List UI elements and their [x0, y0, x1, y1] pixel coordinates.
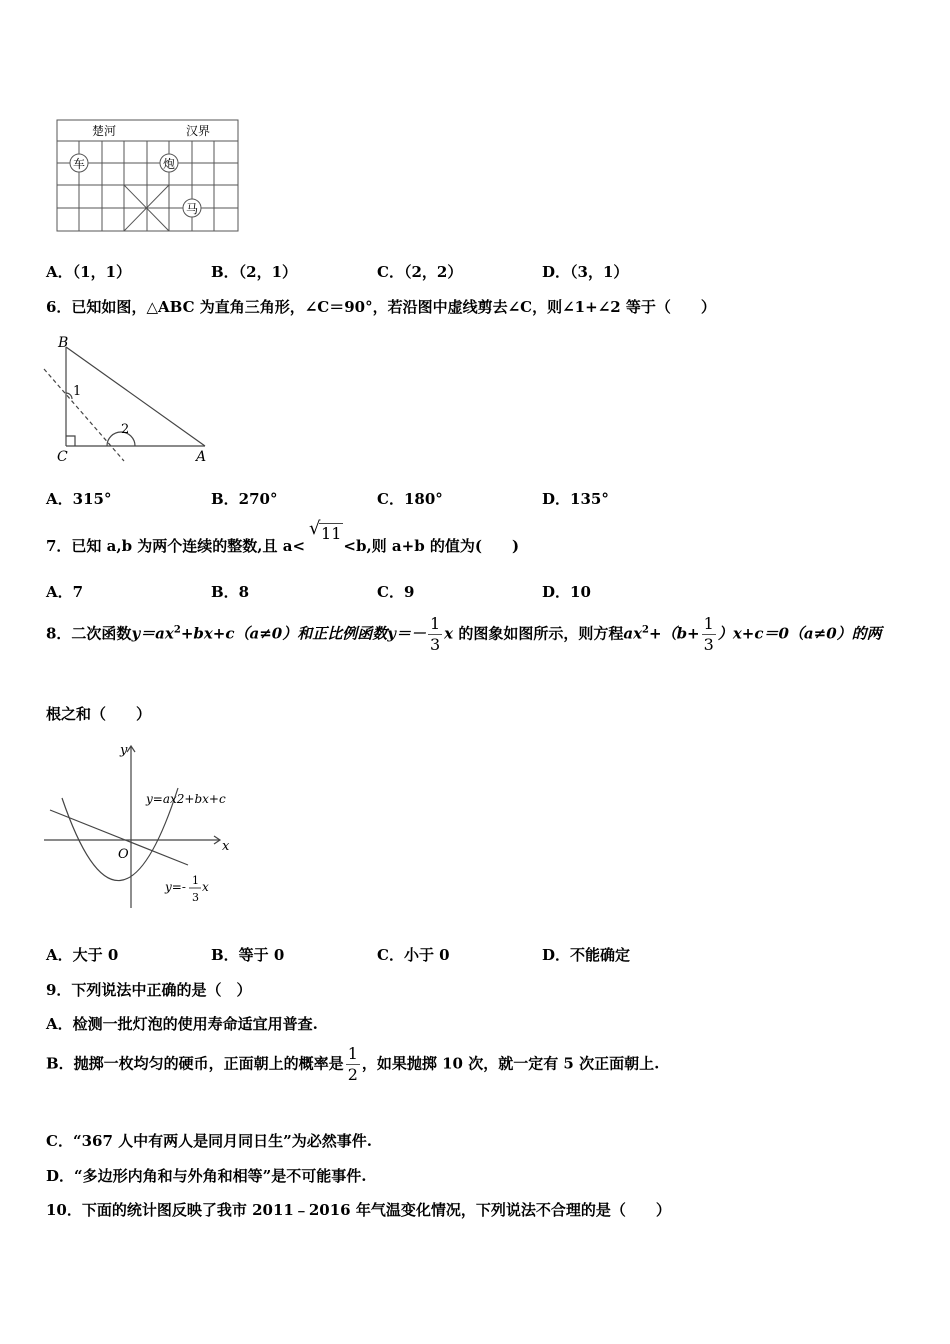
q6-option-b[interactable]: B．270°	[211, 490, 278, 508]
q7-text	[46, 518, 520, 556]
q8-part-9: 2	[642, 624, 649, 636]
q9-option-b-after: ，如果抛掷 10 次，就一定有 5 次正面朝上.	[361, 1054, 660, 1073]
q8-part-2: y＝ax	[131, 624, 174, 643]
q7-option-b[interactable]: B．8	[211, 583, 250, 601]
chess-board-figure	[56, 119, 240, 233]
q6-label-c: C	[57, 449, 68, 465]
chess-header-left: 楚河	[92, 124, 117, 138]
q8-part-7: 的图象如图所示，则方程	[458, 624, 624, 643]
q8-frac-den-1: 3	[429, 635, 441, 654]
q7-option-d[interactable]: D．10	[542, 583, 591, 601]
q9-frac-den: 2	[347, 1065, 358, 1084]
q6-label-b: B	[58, 335, 69, 351]
q9-option-d[interactable]: D．“多边形内角和与外角和相等”是不可能事件.	[46, 1167, 367, 1185]
q8-text-line-2: 根之和（ ）	[46, 705, 152, 723]
q8-part-11: ）x+c＝0（a≠0）的两	[717, 624, 882, 643]
q8-part-1: 8．二次函数	[46, 624, 132, 643]
q8-line-label-suffix: x	[202, 880, 209, 894]
q8-fraction-1	[428, 616, 442, 653]
q9-option-b-before: B．抛掷一枚均匀的硬币，正面朝上的概率是	[46, 1054, 344, 1073]
q9-option-b[interactable]	[46, 1046, 659, 1083]
q8-axis-y-label: y	[120, 743, 128, 758]
q5-option-b[interactable]: B．（2，1）	[211, 263, 298, 281]
q6-option-a[interactable]: A．315°	[46, 490, 112, 508]
q9-option-c[interactable]: C．“367 人中有两人是同月同日生”为必然事件.	[46, 1132, 372, 1150]
q8-option-a[interactable]: A．大于 0	[46, 946, 119, 964]
q7-sqrt	[309, 518, 343, 543]
q8-line-label-den: 3	[192, 891, 199, 904]
q7-option-c[interactable]: C．9	[377, 583, 415, 601]
q7-text-after: <b,则 a+b 的值为( )	[343, 537, 520, 555]
chess-piece-che: 车	[73, 157, 86, 171]
q6-label-a: A	[196, 449, 207, 465]
q6-label-2: 2	[121, 422, 130, 437]
q8-frac-den-2: 3	[703, 635, 714, 654]
q8-frac-num-1: 1	[429, 614, 441, 633]
q8-part-3: 2	[173, 624, 181, 636]
q8-fraction-2	[702, 616, 716, 653]
q8-part-6: x	[444, 624, 454, 643]
q8-part-8: ax	[623, 624, 643, 643]
q6-option-c[interactable]: C．180°	[377, 490, 443, 508]
q9-option-a[interactable]: A．检测一批灯泡的使用寿命适宜用普查.	[46, 1015, 318, 1033]
q5-option-d[interactable]: D．（3，1）	[542, 263, 629, 281]
q8-option-b[interactable]: B．等于 0	[211, 946, 285, 964]
q7-text-before: 7．已知 a,b 为两个连续的整数,且 a<	[46, 537, 306, 555]
q5-option-a[interactable]: A．（1，1）	[46, 263, 132, 281]
q6-triangle-figure	[40, 333, 220, 468]
q8-option-c[interactable]: C．小于 0	[377, 946, 450, 964]
q9-option-b-fraction	[346, 1046, 360, 1083]
q8-text	[46, 616, 882, 653]
q8-part-5: y＝－	[387, 624, 426, 643]
chess-header-right: 汉界	[186, 124, 211, 138]
q6-option-d[interactable]: D．135°	[542, 490, 609, 508]
q8-line-label-prefix: y=-	[165, 880, 186, 894]
sqrt-sign-icon: √	[309, 518, 321, 539]
q7-option-a[interactable]: A．7	[46, 583, 84, 601]
chess-piece-pao: 炮	[163, 157, 176, 171]
chess-piece-ma: 马	[186, 202, 199, 216]
q8-option-d[interactable]: D．不能确定	[542, 946, 631, 964]
q8-part-4: +bx+c（a≠0）和正比例函数	[180, 624, 388, 643]
q6-text: 6．已知如图，△ABC 为直角三角形，∠C＝90°，若沿图中虚线剪去∠C，则∠1+∠2 等于（ ）	[46, 298, 716, 316]
q8-graph-figure	[40, 738, 245, 918]
q9-text: 9．下列说法中正确的是（ ）	[46, 981, 252, 999]
q5-option-c[interactable]: C．（2，2）	[377, 263, 463, 281]
q10-text: 10．下面的统计图反映了我市 2011﹣2016 年气温变化情况，下列说法不合理的是（ ）	[46, 1201, 671, 1219]
q8-line-label-num: 1	[192, 874, 199, 887]
q8-frac-num-2: 1	[703, 614, 714, 633]
q8-axis-x-label: x	[222, 839, 230, 854]
q9-frac-num: 1	[347, 1044, 358, 1063]
q8-part-10: +（b+	[649, 624, 700, 643]
q7-sqrt-value: 11	[321, 524, 342, 543]
q8-origin-label: O	[118, 847, 129, 862]
q8-parabola-label: y=ax2+bx+c	[146, 792, 226, 806]
q6-label-1: 1	[73, 384, 82, 399]
